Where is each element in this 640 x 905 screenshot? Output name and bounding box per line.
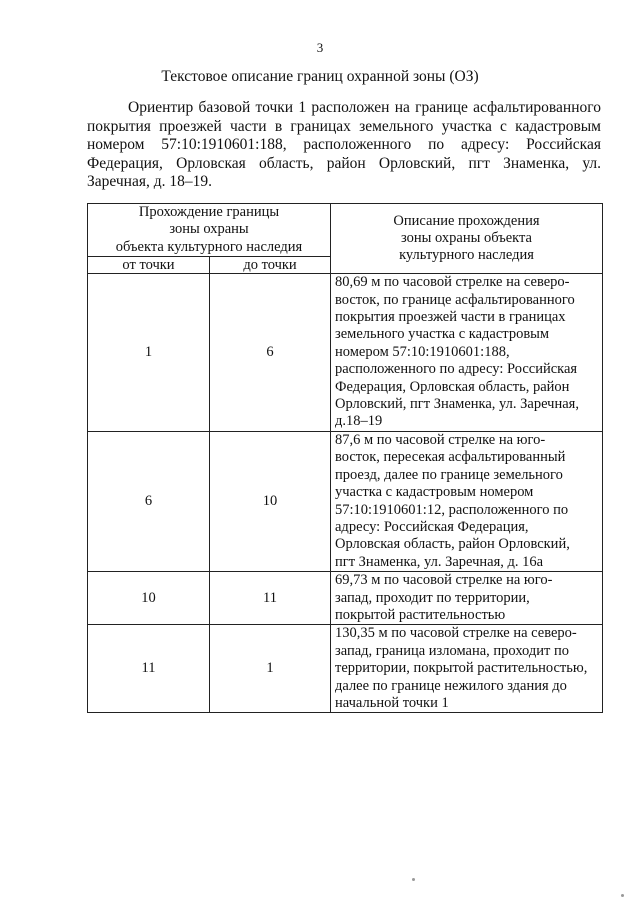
description-line: восток, по границе асфальтированного	[335, 291, 575, 308]
description-line: покрытой растительностью	[335, 606, 506, 623]
description-line: 130,35 м по часовой стрелке на северо-	[335, 625, 577, 642]
header-desc-line: Описание прохождения	[393, 212, 540, 229]
header-group-line: объекта культурного наследия	[115, 238, 303, 255]
from-point-cell: 10	[88, 572, 210, 625]
description-cell	[331, 572, 603, 625]
description-line: номером 57:10:1910601:188,	[335, 343, 510, 360]
description-line: далее по границе нежилого здания до	[335, 677, 567, 694]
table-row	[88, 431, 603, 571]
header-desc-line: зоны охраны объекта	[401, 229, 532, 246]
description-line: Орловский, пгт Знаменка, ул. Заречная,	[335, 396, 579, 413]
header-desc-line: культурного наследия	[399, 247, 534, 264]
description-line: Орловская область, район Орловский,	[335, 536, 570, 553]
page-number: 3	[316, 40, 324, 55]
table-header-row	[88, 204, 603, 257]
header-from-point: от точки	[88, 257, 210, 274]
description-cell	[331, 625, 603, 713]
to-point-cell: 11	[210, 572, 331, 625]
description-line: запад, граница изломана, проходит по	[335, 642, 569, 659]
description-line: пгт Знаменка, ул. Заречная, д. 16а	[335, 553, 544, 570]
from-point-cell: 1	[88, 274, 210, 432]
description-cell	[331, 274, 603, 432]
description-line: начальной точки 1	[335, 694, 449, 711]
to-point-cell: 1	[210, 625, 331, 713]
boundary-table	[87, 203, 603, 713]
description-line: участка с кадастровым номером	[335, 484, 534, 501]
description-line: земельного участка с кадастровым	[335, 326, 550, 343]
description-line: 80,69 м по часовой стрелке на северо-	[335, 274, 570, 291]
description-line: 69,73 м по часовой стрелке на юго-	[335, 572, 553, 589]
header-to-point: до точки	[210, 257, 331, 274]
description-line: д.18–19	[335, 413, 383, 430]
header-group-line: Прохождение границы	[138, 204, 280, 220]
description-line: адресу: Российская Федерация,	[335, 518, 529, 535]
description-line: территории, покрытой растительностью,	[335, 660, 588, 677]
intro-paragraph: Ориентир базовой точки 1 расположен на границе асфальтированного покрытия проезжей части в границах земельного участка с кадастровым номером 57:10:1910601:188, расположенного по адресу: Российская Федерация, Орловская область, район Орловский, пгт Знаменка, ул. Заречная, д. 18–19.	[87, 99, 601, 191]
description-line: запад, проходит по территории,	[335, 589, 530, 606]
table-row	[88, 274, 603, 432]
description-line: восток, пересекая асфальтированный	[335, 449, 566, 466]
description-line: Федерация, Орловская область, район	[335, 378, 570, 395]
description-line: покрытия проезжей части в границах	[335, 309, 566, 326]
description-line: расположенного по адресу: Российская	[335, 361, 578, 378]
table-row	[88, 625, 603, 713]
description-cell	[331, 431, 603, 571]
table-row	[88, 572, 603, 625]
scan-speck	[621, 894, 624, 897]
header-group-line: зоны охраны	[169, 221, 249, 238]
description-line: 87,6 м по часовой стрелке на юго-	[335, 431, 546, 448]
description-line: проезд, далее по границе земельного	[335, 466, 563, 483]
header-boundary-passage	[88, 204, 331, 257]
from-point-cell: 6	[88, 431, 210, 571]
from-point-cell: 11	[88, 625, 210, 713]
header-description	[331, 204, 603, 274]
document-title: Текстовое описание границ охранной зоны (ОЗ)	[161, 68, 479, 85]
description-line: 57:10:1910601:12, расположенного по	[335, 501, 569, 518]
to-point-cell: 10	[210, 431, 331, 571]
scan-speck	[412, 878, 415, 881]
to-point-cell: 6	[210, 274, 331, 432]
